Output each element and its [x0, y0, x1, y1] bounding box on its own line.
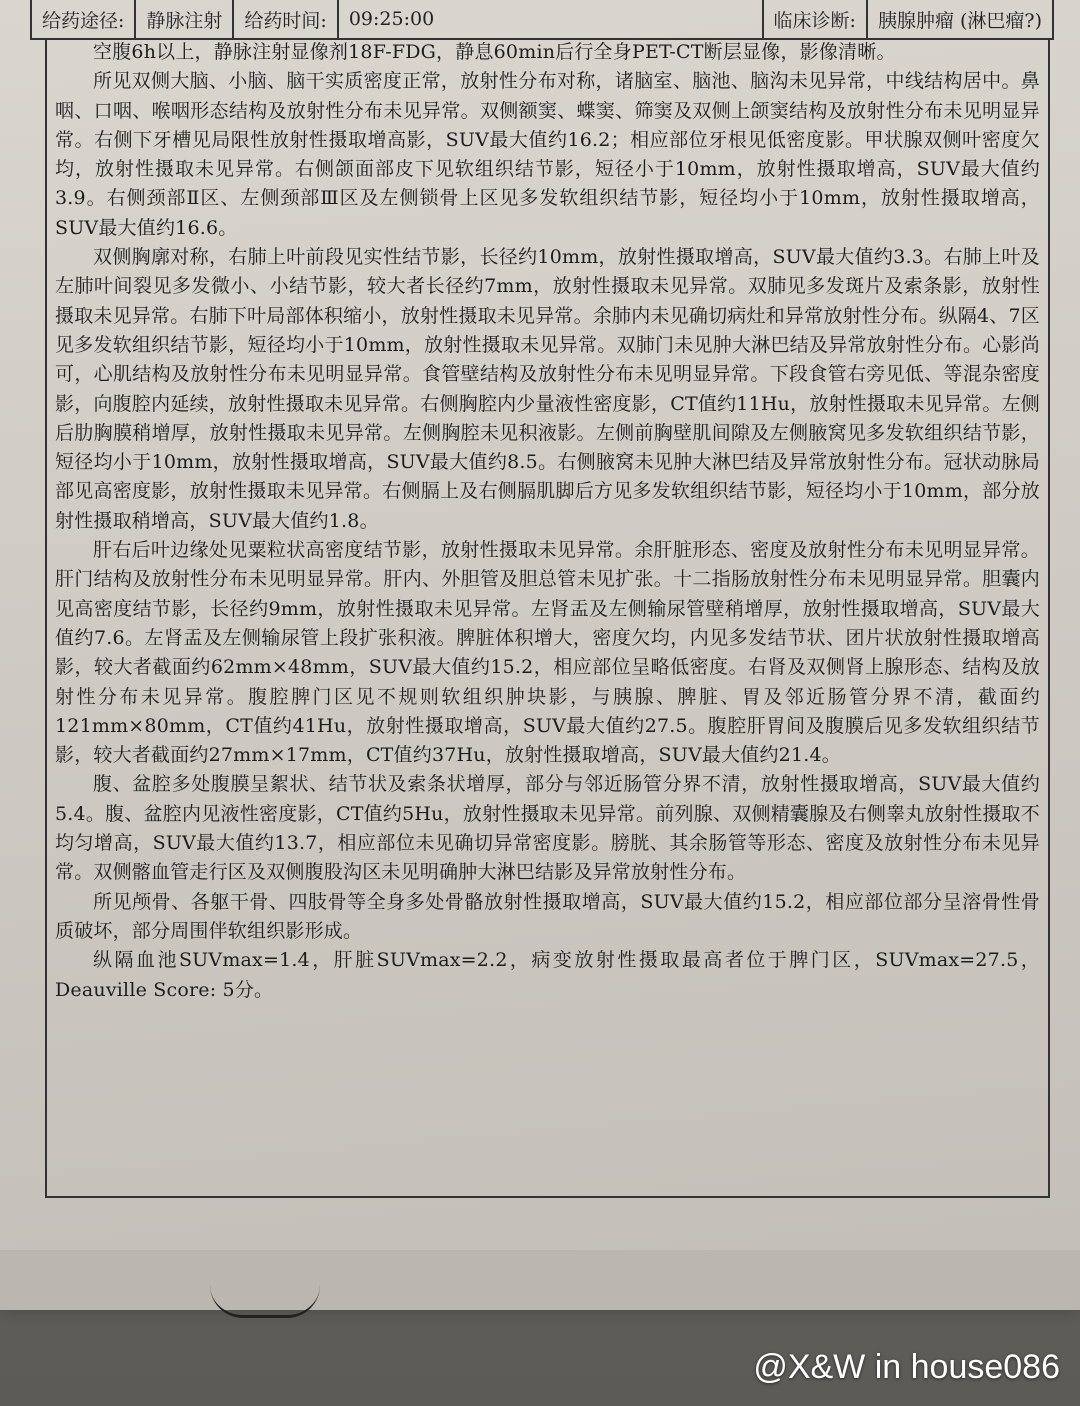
- route-value-cell: [136, 0, 234, 38]
- diagnosis-value-cell: [868, 6, 1052, 33]
- time-label-cell: [234, 0, 338, 38]
- stamp-mark: [210, 1285, 320, 1318]
- route-label: 给药途径:: [42, 9, 125, 32]
- route-value: 静脉注射: [146, 9, 223, 32]
- report-paragraph: 腹、盆腔多处腹膜呈絮状、结节状及索条状增厚，部分与邻近肠管分界不清，放射性摄取增高，SUV最大值约5.4。腹、盆腔内见液性密度影，CT值约5Hu，放射性摄取未见异常。前列腺、双侧精囊腺及右侧睾丸放射性摄取不均匀增高，SUV最大值约13.7，相应部位未见确切异常密度影。膀胱、其余肠管等形态、密度及放射性分布未见异常。双侧髂血管走行区及双侧腹股沟区未见明确肿大淋巴结影及异常放射性分布。: [55, 773, 1040, 884]
- report-header-row: [30, 0, 1054, 40]
- report-paragraph: 肝右后叶边缘处见粟粒状高密度结节影，放射性摄取未见异常。余肝脏形态、密度及放射性分布未见明显异常。肝门结构及放射性分布未见明显异常。肝内、外胆管及胆总管未见扩张。十二指肠放射性分布未见明显异常。胆囊内见高密度结节影，长径约9mm，放射性摄取未见异常。左肾盂及左侧输尿管壁稍增厚，放射性摄取增高，SUV最大值约7.6。左肾盂及左侧输尿管上段扩张积液。脾脏体积增大，密度欠均，内见多发结节状、团片状放射性摄取增高影，较大者截面约62mm×48mm，SUV最大值约15.2，相应部位呈略低密度。右肾及双侧肾上腺形态、结构及放射性分布未见异常。腹腔脾门区见不规则软组织肿块影，与胰腺、脾脏、胃及邻近肠管分界不清，截面约121mm×80mm，CT值约41Hu，放射性摄取增高，SUV最大值约27.5。腹腔肝胃间及腹膜后见多发软组织结节影，较大者截面约27mm×17mm，CT值约37Hu，放射性摄取增高，SUV最大值约21.4。: [55, 539, 1040, 767]
- time-label: 给药时间:: [244, 9, 327, 32]
- route-label-cell: [32, 0, 136, 38]
- report-paragraph: 双侧胸廓对称，右肺上叶前段见实性结节影，长径约10mm，放射性摄取增高，SUV最大值约3.3。右肺上叶及左肺叶间裂见多发微小、小结节影，较大者长径约7mm，放射性摄取未见异常。双肺见多发斑片及索条影，放射性摄取未见异常。右肺下叶局部体积缩小，放射性摄取未见异常。余肺内未见确切病灶和异常放射性分布。纵隔4、7区见多发软组织结节影，短径均小于10mm，放射性摄取未见异常。双肺门未见肿大淋巴结及异常放射性分布。心影尚可，心肌结构及放射性分布未见明显异常。食管壁结构及放射性分布未见明显异常。下段食管右旁见低、等混杂密度影，向腹腔内延续，放射性摄取未见异常。右侧胸腔内少量液性密度影，CT值约11Hu，放射性摄取未见异常。左侧后肋胸膜稍增厚，放射性摄取未见异常。左侧胸腔未见积液影。左侧前胸壁肌间隙及左侧腋窝见多发软组织结节影，短径均小于10mm，放射性摄取增高，SUV最大值约8.5。右侧腋窝未见肿大淋巴结及异常放射性分布。冠状动脉局部见高密度影，放射性摄取未见异常。右侧膈上及右侧膈肌脚后方见多发软组织结节影，短径均小于10mm，部分放射性摄取稍增高，SUV最大值约1.8。: [55, 246, 1040, 532]
- report-paragraph: 空腹6h以上，静脉注射显像剂18F-FDG，静息60min后行全身PET-CT断层显像，影像清晰。: [93, 41, 896, 63]
- paper-bottom-edge: [0, 1250, 1080, 1310]
- diagnosis-label: 临床诊断:: [773, 9, 856, 32]
- report-paragraph: 纵隔血池SUVmax=1.4，肝脏SUVmax=2.2，病变放射性摄取最高者位于脾门区，SUVmax=27.5，Deauville Score: 5分。: [55, 949, 1040, 1001]
- report-paragraph: 所见颅骨、各躯干骨、四肢骨等全身多处骨骼放射性摄取增高，SUV最大值约15.2，相应部位部分呈溶骨性骨质破坏，部分周围伴软组织影形成。: [55, 890, 1040, 942]
- report-findings-box: [45, 38, 1050, 1198]
- diagnosis-label-cell: [764, 0, 868, 38]
- diagnosis-value: 胰腺肿瘤 (淋巴瘤?): [877, 9, 1042, 32]
- time-value: 09:25:00: [348, 8, 435, 30]
- watermark-text: @X&W in house086: [753, 1348, 1060, 1386]
- time-value-cell: [339, 0, 764, 38]
- report-paragraph: 所见双侧大脑、小脑、脑干实质密度正常，放射性分布对称，诸脑室、脑池、脑沟未见异常，中线结构居中。鼻咽、口咽、喉咽形态结构及放射性分布未见异常。双侧额窦、蝶窦、筛窦及双侧上颌窦结构及放射性分布未见明显异常。右侧下牙槽见局限性放射性摄取增高影，SUV最大值约16.2；相应部位牙根见低密度影。甲状腺双侧叶密度欠均，放射性摄取未见异常。右侧颌面部皮下见软组织结节影，短径小于10mm，放射性摄取增高，SUV最大值约3.9。右侧颈部Ⅱ区、左侧颈部Ⅲ区及左侧锁骨上区见多发软组织结节影，短径均小于10mm，放射性摄取增高，SUV最大值约16.6。: [55, 70, 1040, 239]
